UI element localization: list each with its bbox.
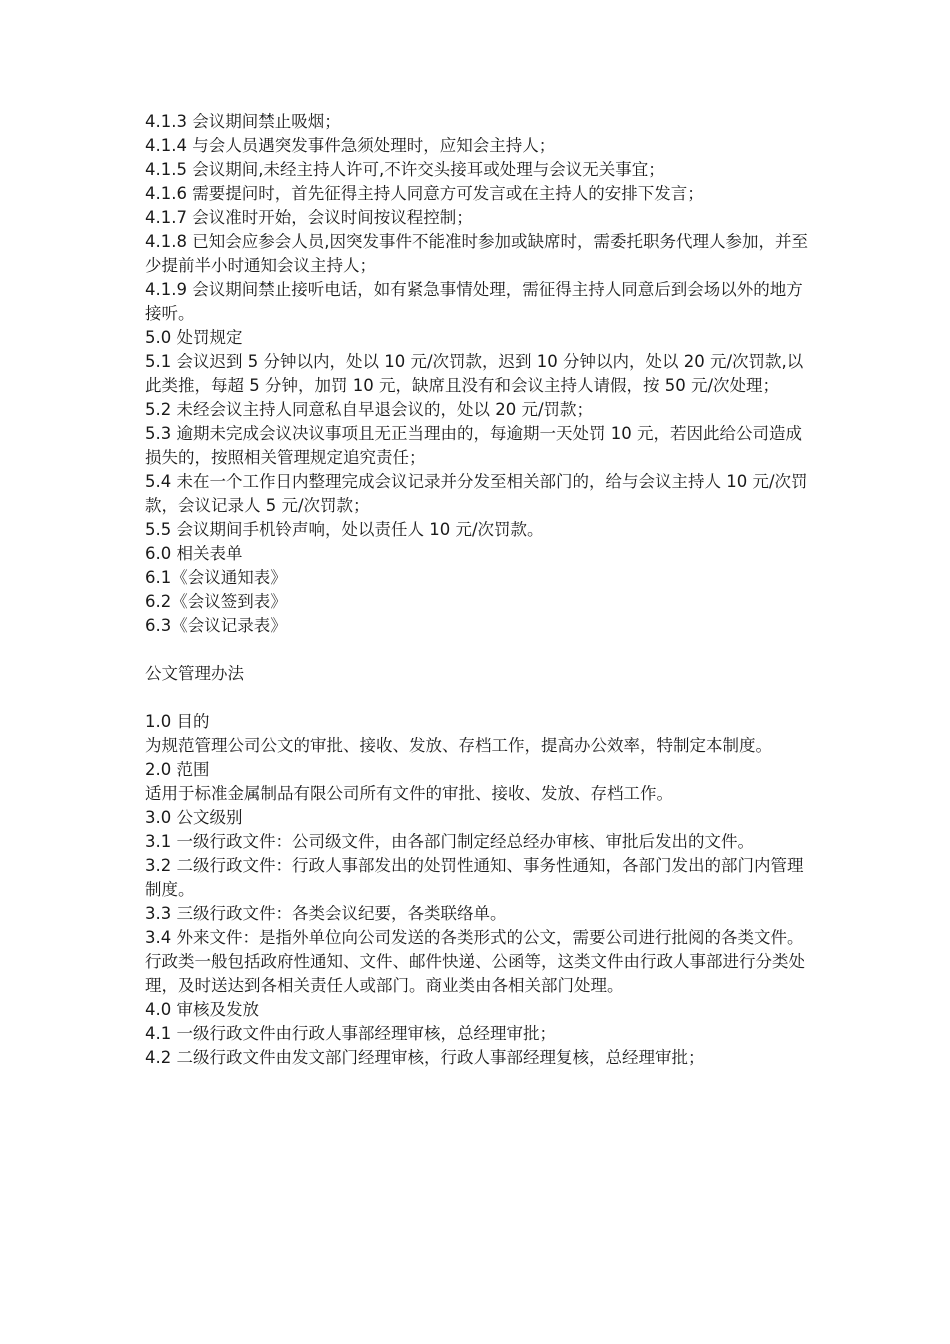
document-page	[145, 110, 815, 1070]
clause-4-1-3: 4.1.3 会议期间禁止吸烟；	[145, 112, 341, 131]
document-management-section	[145, 710, 815, 1070]
clause-5-3: 5.3 逾期未完成会议决议事项且无正当理由的，每逾期一天处罚 10 元，若因此给公司造成损失的，按照相关管理规定追究责任；	[145, 424, 802, 467]
clause-5-4: 5.4 未在一个工作日内整理完成会议记录并分发至相关部门的，给与会议主持人 10 元/次罚款，会议记录人 5 元/次罚款；	[145, 472, 808, 515]
clause-4-1: 4.1 一级行政文件由行政人事部经理审核，总经理审批；	[145, 1024, 556, 1043]
clause-5-2: 5.2 未经会议主持人同意私自早退会议的，处以 20 元/罚款；	[145, 400, 594, 419]
scope-text: 适用于标准金属制品有限公司所有文件的审批、接收、发放、存档工作。	[145, 784, 673, 803]
clause-3-3: 3.3 三级行政文件：各类会议纪要，各类联络单。	[145, 904, 507, 923]
heading-5-0: 5.0 处罚规定	[145, 328, 243, 347]
heading-1-0: 1.0 目的	[145, 712, 210, 731]
clause-4-2: 4.2 二级行政文件由发文部门经理审核，行政人事部经理复核，总经理审批；	[145, 1048, 705, 1067]
heading-2-0: 2.0 范围	[145, 760, 210, 779]
clause-5-1: 5.1 会议迟到 5 分钟以内，处以 10 元/次罚款，迟到 10 分钟以内，处以 20 元/次罚款,以此类推，每超 5 分钟，加罚 10 元，缺席且没有和会议主持人请假，按 50 元/次处理；	[145, 352, 804, 395]
clause-5-5: 5.5 会议期间手机铃声响，处以责任人 10 元/次罚款。	[145, 520, 544, 539]
heading-4-0: 4.0 审核及发放	[145, 1000, 259, 1019]
clause-4-1-6: 4.1.6 需要提问时，首先征得主持人同意方可发言或在主持人的安排下发言；	[145, 184, 704, 203]
clause-4-1-5: 4.1.5 会议期间,未经主持人许可,不许交头接耳或处理与会议无关事宜；	[145, 160, 665, 179]
clause-3-4: 3.4 外来文件：是指外单位向公司发送的各类形式的公文，需要公司进行批阅的各类文件。行政类一般包括政府性通知、文件、邮件快递、公函等，这类文件由行政人事部进行分类处理，及时送达到各相关责任人或部门。商业类由各相关部门处理。	[145, 928, 805, 995]
clause-4-1-7: 4.1.7 会议准时开始，会议时间按议程控制；	[145, 208, 473, 227]
clause-3-2: 3.2 二级行政文件：行政人事部发出的处罚性通知、事务性通知，各部门发出的部门内管理制度。	[145, 856, 804, 899]
purpose-text: 为规范管理公司公文的审批、接收、发放、存档工作，提高办公效率，特制定本制度。	[145, 736, 772, 755]
spacer	[145, 638, 815, 662]
heading-3-0: 3.0 公文级别	[145, 808, 243, 827]
meeting-rules-section	[145, 110, 815, 638]
form-6-1: 6.1《会议通知表》	[145, 568, 287, 587]
document-title: 公文管理办法	[145, 664, 244, 683]
clause-4-1-9: 4.1.9 会议期间禁止接听电话，如有紧急事情处理，需征得主持人同意后到会场以外的地方接听。	[145, 280, 803, 323]
spacer	[145, 686, 815, 710]
clause-4-1-8: 4.1.8 已知会应参会人员,因突发事件不能准时参加或缺席时，需委托职务代理人参加，并至少提前半小时通知会议主持人；	[145, 232, 808, 275]
heading-6-0: 6.0 相关表单	[145, 544, 243, 563]
form-6-3: 6.3《会议记录表》	[145, 616, 287, 635]
form-6-2: 6.2《会议签到表》	[145, 592, 287, 611]
clause-4-1-4: 4.1.4 与会人员遇突发事件急须处理时，应知会主持人；	[145, 136, 556, 155]
clause-3-1: 3.1 一级行政文件：公司级文件，由各部门制定经总经办审核、审批后发出的文件。	[145, 832, 754, 851]
